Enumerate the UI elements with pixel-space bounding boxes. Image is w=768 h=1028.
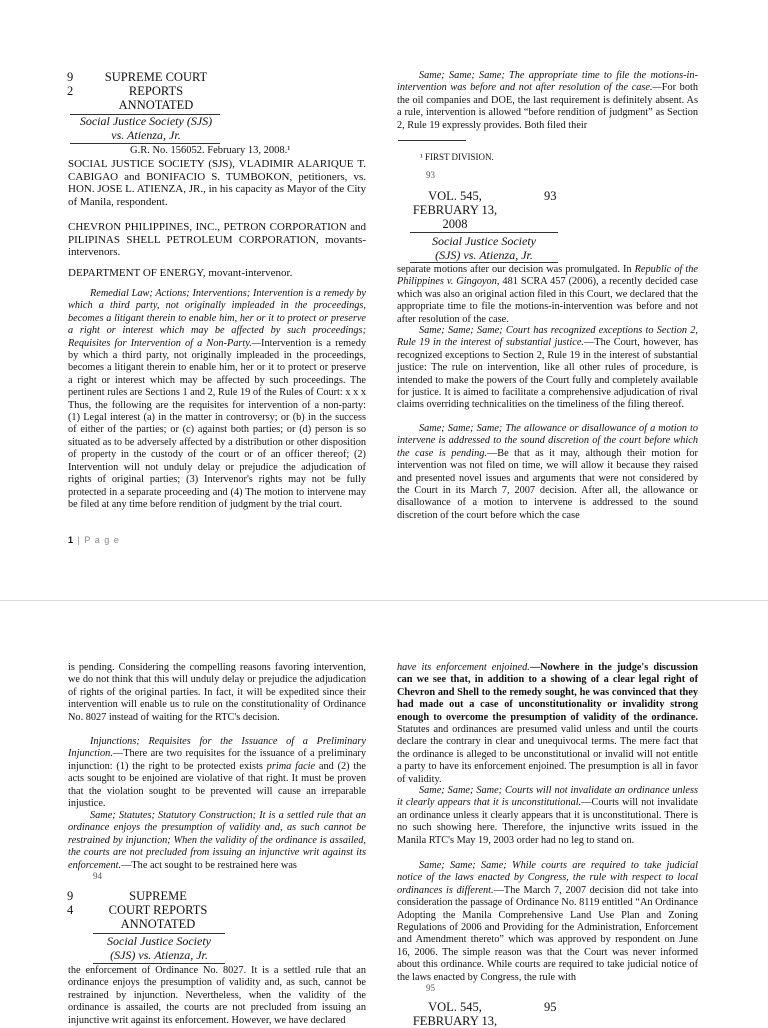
- footer-page-word: P a g e: [84, 535, 120, 545]
- latin-term: prima facie: [266, 760, 316, 772]
- emphasized-text: —Nowhere in the judge's discussion can we see that, in addition to a showing of a clear legal right of Chevron and Shell to the remedy sought, he was convinced that they had made out a case of unconstitutionality or invalidity strong enough to overcome the presumption of validity of the ordinance.: [397, 662, 698, 723]
- title-line-2: COURT REPORTS: [108, 903, 208, 917]
- parties-petitioners: SOCIAL JUSTICE SOCIETY (SJS), VLADIMIR ALARIQUE T. CABIGAO and BONIFACIO S. TUMBOKON, petitioners, vs. HON. JOSE L. ATIENZA, JR., in his capacity as Mayor of the City of Manila, respondent.: [68, 158, 366, 208]
- page-footer: [68, 535, 120, 545]
- header-right-page-number: 95: [544, 1000, 557, 1014]
- right-syllabus-timing: [397, 70, 698, 132]
- left-syllabus-injunction: [68, 736, 366, 810]
- syllabus-heading: Remedial Law; Actions; Interventions; Intervention is a remedy by which a third party, not originally impleaded in the proceedings, becomes a litigant therein to enable him, her or it to protect or preserve a right or interest which may be affected by such proceedings; Requisites for Intervention of a Non-Party.—: [68, 288, 366, 349]
- date-line-1: FEBRUARY 13,: [412, 203, 498, 217]
- parties-intervenors: CHEVRON PHILIPPINES, INC., PETRON CORPORATION and PILIPINAS SHELL PETROLEUM CORPORATION, movants-intervenors.: [68, 221, 366, 259]
- header-left-case-title: [66, 114, 226, 142]
- case-line-1: Social Justice Society: [432, 234, 536, 248]
- case-citation: Republic of the Philippines v. Gingoyon: [397, 264, 698, 288]
- header-right-case-title: [410, 234, 558, 262]
- syllabus-body: —The act sought to be restrained here was: [121, 859, 297, 871]
- header-left-page-number: [67, 70, 81, 98]
- header-left-case-title: [90, 934, 228, 962]
- header-right-page-number: 93: [544, 189, 557, 203]
- volume-label: VOL. 545,: [428, 189, 482, 203]
- gr-number: G.R. No. 156052. February 13, 2008.¹: [130, 145, 291, 156]
- footnote: ¹ FIRST DIVISION.: [420, 152, 494, 162]
- syllabus-body: —Courts will not invalidate an ordinance unless it clearly appears that it is unconstitutional. There is no such showing here. Therefore, the injunctive writs issued in the Manila RTC's May 19, 2003 order had no leg to stand on.: [397, 797, 698, 846]
- page-number-bottom: 2: [67, 84, 74, 98]
- right-footnote-page-number: 95: [426, 983, 435, 993]
- case-line-1: Social Justice Society: [107, 934, 211, 948]
- date-line-2: 2008: [442, 217, 468, 231]
- syllabus-heading: Same; Same; Same; Court has recognized exceptions to Section 2, Rule 19 in the interest of substantial justice.: [397, 325, 698, 349]
- page-number-top: 9: [67, 70, 74, 84]
- header-left-rule-bottom: [70, 143, 220, 144]
- header-right-volume: [400, 189, 510, 231]
- left-footnote-page-number: 94: [93, 871, 102, 881]
- header-left-title: [98, 889, 218, 931]
- parties-doe: DEPARTMENT OF ENERGY, movant-intervenor.: [68, 267, 293, 279]
- case-line-2: vs. Atienza, Jr.: [111, 128, 181, 142]
- header-right-rule-bottom: [410, 262, 558, 263]
- syllabus-heading: have its enforcement enjoined.: [397, 662, 530, 673]
- syllabus-body: —The Court, however, has recognized exceptions to Section 2, Rule 19 in the interest of substantial justice: The rule on intervention, like all other rules of procedure, is intended to make the powers of the Court fully and completely available for justice. It is aimed to facilitate a comprehensive adjudication of rival claims overriding technicalities on the timeliness of the filing thereof.: [397, 337, 698, 411]
- syllabus-heading: Same; Statutes; Statutory Construction; It is a settled rule that an ordinance enjoys the presumption of validity and, as such cannot be restrained by injunction; When the validity of the ordinance is assailed, the courts are not precluded from issuing an injunctive writ against its enforcement.: [68, 810, 366, 871]
- title-line-3: ANNOTATED: [118, 98, 194, 112]
- syllabus-heading: Same; Same; Same; The appropriate time to file the motions-in-intervention was before and not after resolution of the case.—: [397, 70, 698, 94]
- syllabus-body: —The March 7, 2007 decision did not take into consideration the passage of Ordinance No. 8119 entitled “An Ordinance Adopting the Manila Comprehensive Land Use Plan and Zoning Regulations of 2006 and Providing for the Administration, Enforcement and Amendment thereto” which was approved by respondent on June 16, 2006. The simple reason was that the Court was never informed about this ordinance. While courts are required to take judicial notice of the laws enacted by Congress, the rule with: [397, 884, 698, 983]
- title-line-3: ANNOTATED: [120, 917, 196, 931]
- volume-label: VOL. 545,: [428, 1000, 482, 1014]
- footnote-page-number: 93: [426, 170, 435, 180]
- footer-separator: |: [74, 535, 85, 545]
- left-syllabus-presumption: [68, 810, 366, 872]
- header-left-title: [96, 70, 216, 112]
- footer-page-number: 1: [68, 535, 75, 545]
- syllabus-body: Statutes and ordinances are presumed valid unless and until the courts declare the contrary in clear and unequivocal terms. The mere fact that the ordinance is alleged to be unconstitutional or invalid will not entitle a party to have its enforcement enjoined. The presumption is all in favor of validity.: [397, 724, 698, 785]
- left-para-enforcement: the enforcement of Ordinance No. 8027. It is a settled rule that an ordinance enjoys the presumption of validity and, as such, cannot be restrained by injunction. Nevertheless, when the validity of the ordinance is assailed, the courts are not precluded from issuing an injunctive writ against its enforcement. However, we have declared: [68, 965, 366, 1026]
- title-line-1: SUPREME COURT: [104, 70, 208, 84]
- header-left-rule-bottom: [93, 963, 225, 964]
- right-syllabus-exceptions: [397, 325, 698, 412]
- right-syllabus-judicial-notice: [397, 860, 698, 984]
- case-line-2: (SJS) vs. Atienza, Jr.: [110, 948, 208, 962]
- syllabus-body: —There are two requisites for the issuance of a preliminary injunction: (1) the right to be protected exists: [68, 748, 366, 772]
- header-right-rule: [410, 232, 558, 233]
- case-line-2: (SJS) vs. Atienza, Jr.: [435, 248, 533, 262]
- syllabus-heading: Same; Same; Same; While courts are required to take judicial notice of the laws enacted by Congress, the rule with respect to local ordinances is different.: [397, 860, 698, 896]
- right-syllabus-invalidate: [397, 785, 698, 847]
- page-2: [0, 600, 768, 1028]
- header-left-page-number: [67, 889, 81, 917]
- syllabus-body: For both the oil companies and DOE, the last requirement is definitely absent. As a rule, intervention is allowed “before rendition of judgment” as Section 2, Rule 19 expressly provides. Both filed their: [397, 82, 698, 131]
- syllabus-heading: Injunctions; Requisites for the Issuance of a Preliminary Injunction.: [68, 736, 366, 760]
- text-run: , 481 SCRA 457 (2006), a recently decided case which was also an original action filed in this Court, we declared that the appropriate time to file the motions-in-intervention was before and not after resolution of the case.: [397, 276, 698, 325]
- footnote-rule: [398, 140, 466, 141]
- title-line-2: REPORTS: [128, 84, 184, 98]
- syllabus-body: Intervention is a remedy by which a third party, not originally impleaded in the proceedings, becomes a litigant therein to enable him, her or it to protect or preserve a right or interest which may be affected by such proceedings. The pertinent rules are Sections 1 and 2, Rule 19 of the Rules of Court: x x x Thus, the following are the requisites for intervention of a non-party: (1) Legal interest (a) in the matter in controversy; or (b) in the success of either of the parties; or (c) against both parties; or (d) person is so situated as to be adversely affected by a distribution or other disposition of property in the custody of the court or of an officer thereof; (2) Intervention will not unduly delay or prejudice the adjudication of rights of original parties; (3) Intervenor's rights may not be fully protected in a separate proceeding and (4) The motion to intervene may be filed at any time before rendition of judgment by the trial court.: [68, 337, 366, 510]
- page-number-bottom: 4: [67, 903, 74, 917]
- left-para-pending: is pending. Considering the compelling reasons favoring intervention, we do not think that this will unduly delay or prejudice the adjudication of rights of the original parties. In fact, it will be expedited since their intervention will enable us to rule on the constitutionality of Ordinance No. 8027 instead of waiting for the RTC's decision.: [68, 662, 366, 723]
- syllabus-heading: Same; Same; Same; The allowance or disallowance of a motion to intervene is addressed to the sound discretion of the court before which the case is pending.: [397, 423, 698, 459]
- right-para-gingoyon: [397, 264, 698, 326]
- text-run: separate motions after our decision was promulgated. In: [397, 264, 635, 275]
- syllabus-body: —Be that as it may, although their motion for intervention was not filed on time, we will allow it because they raised and presented novel issues and arguments that were not considered by the Court in its March 7, 2007 decision. After all, the allowance or disallowance of a motion to intervene is addressed to the sound discretion of the court before which the case: [397, 447, 698, 521]
- right-syllabus-discretion: [397, 423, 698, 522]
- case-line-1: Social Justice Society (SJS): [79, 114, 213, 128]
- date-line-1: FEBRUARY 13,: [412, 1014, 498, 1028]
- title-line-1: SUPREME: [129, 889, 187, 903]
- syllabus-heading: Same; Same; Same; Courts will not invalidate an ordinance unless it clearly appears that it is unconstitutional.: [397, 785, 698, 809]
- syllabus-intervention: [68, 288, 366, 511]
- syllabus-body: and (2) the acts sought to be enjoined are violative of that right. It must be proven that the violation sought to be prevented will cause an irreparable injustice.: [68, 760, 367, 810]
- page-number-top: 9: [67, 889, 74, 903]
- right-syllabus-enjoined: [397, 662, 698, 786]
